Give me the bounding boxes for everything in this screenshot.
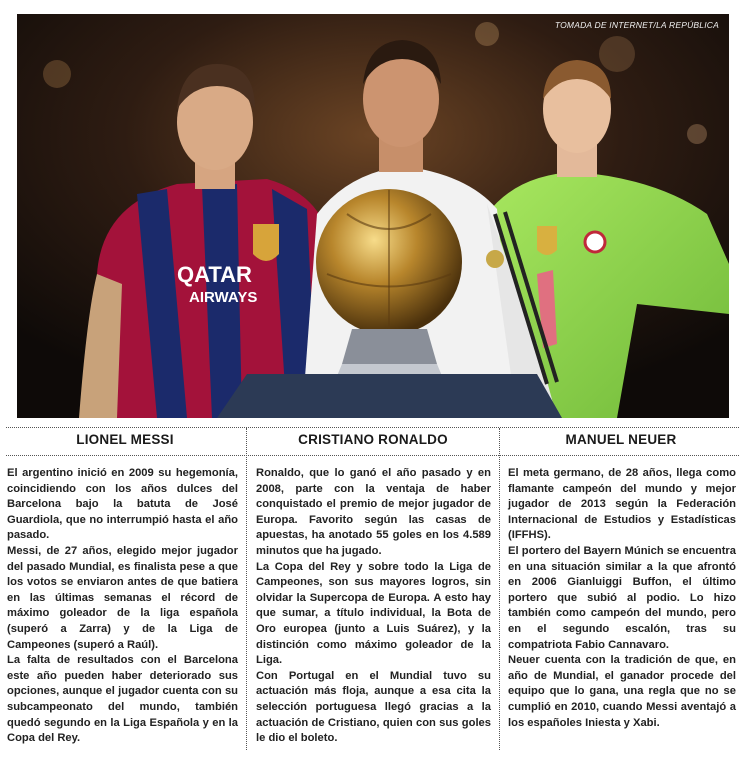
column-divider-1 (246, 428, 247, 750)
jersey-airways-text: AIRWAYS (189, 289, 258, 306)
ronaldo-paragraph: Con Portugal en el Mundial tuvo su actuación más floja, aunque a esa cita la selección portuguesa llegó gracias a la actuación de Cristiano, quien con sus goles le dio el boleto. (256, 669, 491, 745)
neuer-paragraph: Neuer cuenta con la tradición de que, en año de Mundial, el ganador procede del equipo que lo gana, una regla que no se cumplió en 2010, cuando Messi aventajó a los españoles Iniesta y Xabi. (508, 654, 736, 729)
neuer-article (508, 466, 736, 731)
header-dotted-rule (6, 455, 739, 456)
neuer-title: MANUEL NEUER (565, 432, 677, 447)
messi-paragraph: La falta de resultados con el Barcelona este año pueden haber deteriorado sus opciones, aunque el jugador cuenta con su subcampeonato del mundo, también quedó segundo en la Liga Española y en la Copa del Rey. (7, 654, 238, 745)
ronaldo-paragraph: Ronaldo, que lo ganó el año pasado y en 2008, parte con la ventaja de haber conquistado el premio de mejor jugador de Europa. Favorito según las casas de apuestas, ha anotado 55 goles en los 4.589 minutos que ha jugado. (256, 467, 491, 557)
top-dotted-rule (6, 427, 739, 428)
podium (217, 374, 562, 418)
messi-paragraph: Messi, de 27 años, elegido mejor jugador del pasado Mundial, es finalista pese a que los votos se enviaron antes de que batiera en las últimas semanas el récord de máximo goleador de la liga española (superó a Zarra) y de la Liga de Campeones (superó a Raúl). (7, 544, 238, 651)
jersey-qatar-text: QATAR (177, 262, 252, 287)
ronaldo-article (256, 466, 491, 747)
ronaldo-title: CRISTIANO RONALDO (298, 432, 448, 447)
players-photo (17, 14, 729, 418)
neuer-paragraph: El portero del Bayern Múnich se encuentra en una situación similar a la que afrontó en 2006 Gianluiggi Buffon, el último portero que subió al podio. Lo hizo también como campeón del mundo, pero en el segundo escalón, tras su compatriota Fabio Cannavaro. (508, 544, 736, 651)
neuer-paragraph: El meta germano, de 28 años, llega como flamante campeón del mundo y mejor jugador de 2013 según la Federación Internacional de Estudios y Estadísticas (IFFHS). (508, 467, 736, 542)
photo-illustration (17, 14, 729, 418)
column-divider-2 (499, 428, 500, 750)
photo-credit: TOMADA DE INTERNET/LA REPÚBLICA (554, 20, 719, 30)
messi-paragraph: El argentino inició en 2009 su hegemonía, coincidiendo con los años dulces del Barcelona bajo la batuta de José Guardiola, que no interrumpió hasta el año pasado. (7, 467, 238, 542)
ronaldo-paragraph: La Copa del Rey y sobre todo la Liga de Campeones, son sus mayores logros, sin olvidar la Supercopa de Europa. A esto hay que sumar, a título individual, la Bota de Oro europea (junto a Luis Suárez), y la distinción como máximo goleador de la Liga. (256, 560, 491, 667)
messi-article (7, 466, 238, 747)
messi-title: LIONEL MESSI (76, 432, 174, 447)
